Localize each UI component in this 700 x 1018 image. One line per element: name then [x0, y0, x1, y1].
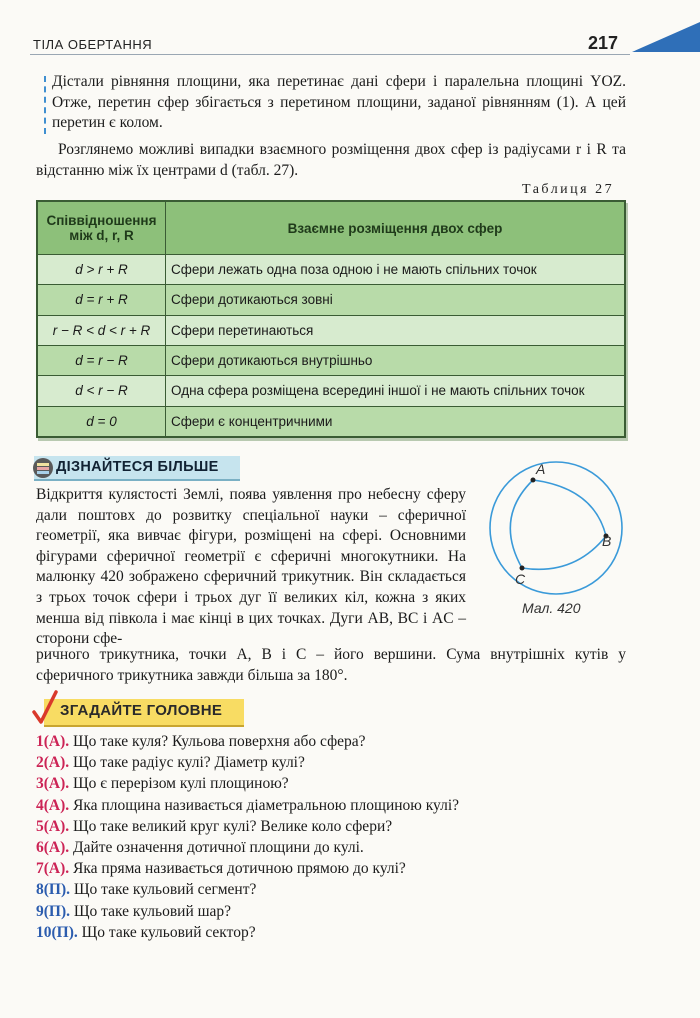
list-item	[36, 752, 459, 773]
list-item	[36, 731, 459, 752]
relation-cell: d = r − R	[38, 345, 166, 375]
list-item	[36, 901, 459, 922]
position-cell: Сфери дотикаються внутрішньо	[166, 345, 625, 375]
checkmark-icon	[32, 690, 58, 728]
paragraph-2: Розглянемо можливі випадки взаємного розміщення двох сфер із радіусами r і R та відстанню між їх центрами d (табл. 27).	[36, 141, 626, 179]
table-row	[38, 376, 625, 406]
list-item	[36, 773, 459, 794]
vertex-label-b: B	[602, 533, 612, 549]
relation-cell: d < r − R	[38, 376, 166, 406]
question-number: 7(А).	[36, 860, 70, 878]
list-item	[36, 858, 459, 879]
position-cell: Сфери є концентричними	[166, 406, 625, 436]
relation-cell: d = r + R	[38, 285, 166, 315]
question-text: Що таке кульовий шар?	[73, 902, 232, 920]
figure-caption: Мал. 420	[522, 600, 581, 616]
question-text: Що таке кульовий сегмент?	[73, 881, 257, 899]
relation-cell: d = 0	[38, 406, 166, 436]
column-header-relation: Співвідношення між d, r, R	[38, 202, 166, 255]
question-text: Що таке великий круг кулі? Велике коло сфери?	[73, 817, 393, 835]
question-number: 9(П).	[36, 902, 71, 920]
table-27	[36, 200, 626, 438]
table-row	[38, 345, 625, 375]
vertex-label-c: C	[515, 571, 526, 587]
question-number: 10(П).	[36, 923, 78, 941]
question-number: 1(А).	[36, 733, 70, 750]
question-number: 2(А).	[36, 754, 70, 772]
list-item	[36, 879, 459, 900]
question-number: 8(П).	[36, 881, 71, 899]
learn-more-label: ДІЗНАЙТЕСЯ БІЛЬШЕ	[56, 459, 219, 475]
corner-decoration	[626, 0, 700, 52]
list-item	[36, 816, 459, 837]
question-text: Що таке кульовий сектор?	[81, 923, 256, 941]
remember-label: ЗГАДАЙТЕ ГОЛОВНЕ	[60, 702, 223, 719]
question-text: Яка площина називається діаметральною площиною кулі?	[73, 796, 460, 814]
position-cell: Сфери перетинаються	[166, 315, 625, 345]
question-number: 3(А).	[36, 775, 70, 793]
margin-marker	[44, 76, 46, 134]
table-row	[38, 406, 625, 436]
question-list	[36, 731, 459, 943]
question-number: 4(А).	[36, 796, 70, 814]
relation-cell: d > r + R	[38, 255, 166, 285]
question-number: 5(А).	[36, 817, 70, 835]
question-text: Яка пряма називається дотичною прямою до кулі?	[73, 860, 406, 878]
header-rule	[30, 54, 630, 55]
table-row	[38, 255, 625, 285]
paragraph-1: Дістали рівняння площини, яка перетинає дані сфери і паралельна площині YOZ. Отже, перетин сфер збігається з перетином площини, заданої рівнянням (1). А цей перетин є колом.	[52, 73, 626, 131]
list-item	[36, 922, 459, 943]
table-row	[38, 315, 625, 345]
list-item	[36, 795, 459, 816]
table-caption: Таблиця 27	[522, 182, 615, 197]
books-icon	[32, 456, 54, 480]
position-cell: Одна сфера розміщена всередині іншої і не мають спільних точок	[166, 376, 625, 406]
relation-cell: r − R < d < r + R	[38, 315, 166, 345]
page-number: 217	[588, 33, 619, 53]
question-number: 6(А).	[36, 839, 70, 857]
spherical-triangle-figure	[482, 458, 630, 598]
learn-more-text-continued: ричного трикутника, точки A, B і C – його вершини. Сума внутрішніх кутів у сферичного трикутника завжди більша за 180°.	[36, 646, 626, 684]
vertex-label-a: A	[536, 461, 546, 477]
learn-more-text: Відкриття кулястості Землі, поява уявлення про небесну сферу дали поштовх до розвитку спеціальної науки – сферичної геометрії, яка вивчає фігури, розміщені на сфері. Основними фігурами сферичної геометрії є сферичні многокутники. На малюнку 420 зображено сферичний трикутник. Він складається з трьох точок сфери і трьох дуг її великих кіл, кожна з яких менша від півкола і має кінці в цих точках. Дуги AB, BC і AC – сторони сфе-	[36, 486, 466, 648]
position-cell: Сфери лежать одна поза одною і не мають спільних точок	[166, 255, 625, 285]
running-header: ТІЛА ОБЕРТАННЯ	[33, 37, 153, 52]
question-text: Дайте означення дотичної площини до кулі.	[73, 839, 364, 857]
column-header-position: Взаємне розміщення двох сфер	[166, 202, 625, 255]
question-text: Що є перерізом кулі площиною?	[73, 775, 289, 793]
list-item	[36, 837, 459, 858]
table-row	[38, 285, 625, 315]
position-cell: Сфери дотикаються зовні	[166, 285, 625, 315]
question-text: Що таке радіус кулі? Діаметр кулі?	[73, 754, 305, 772]
question-text: Що таке куля? Кульова поверхня або сфера?	[73, 733, 366, 750]
